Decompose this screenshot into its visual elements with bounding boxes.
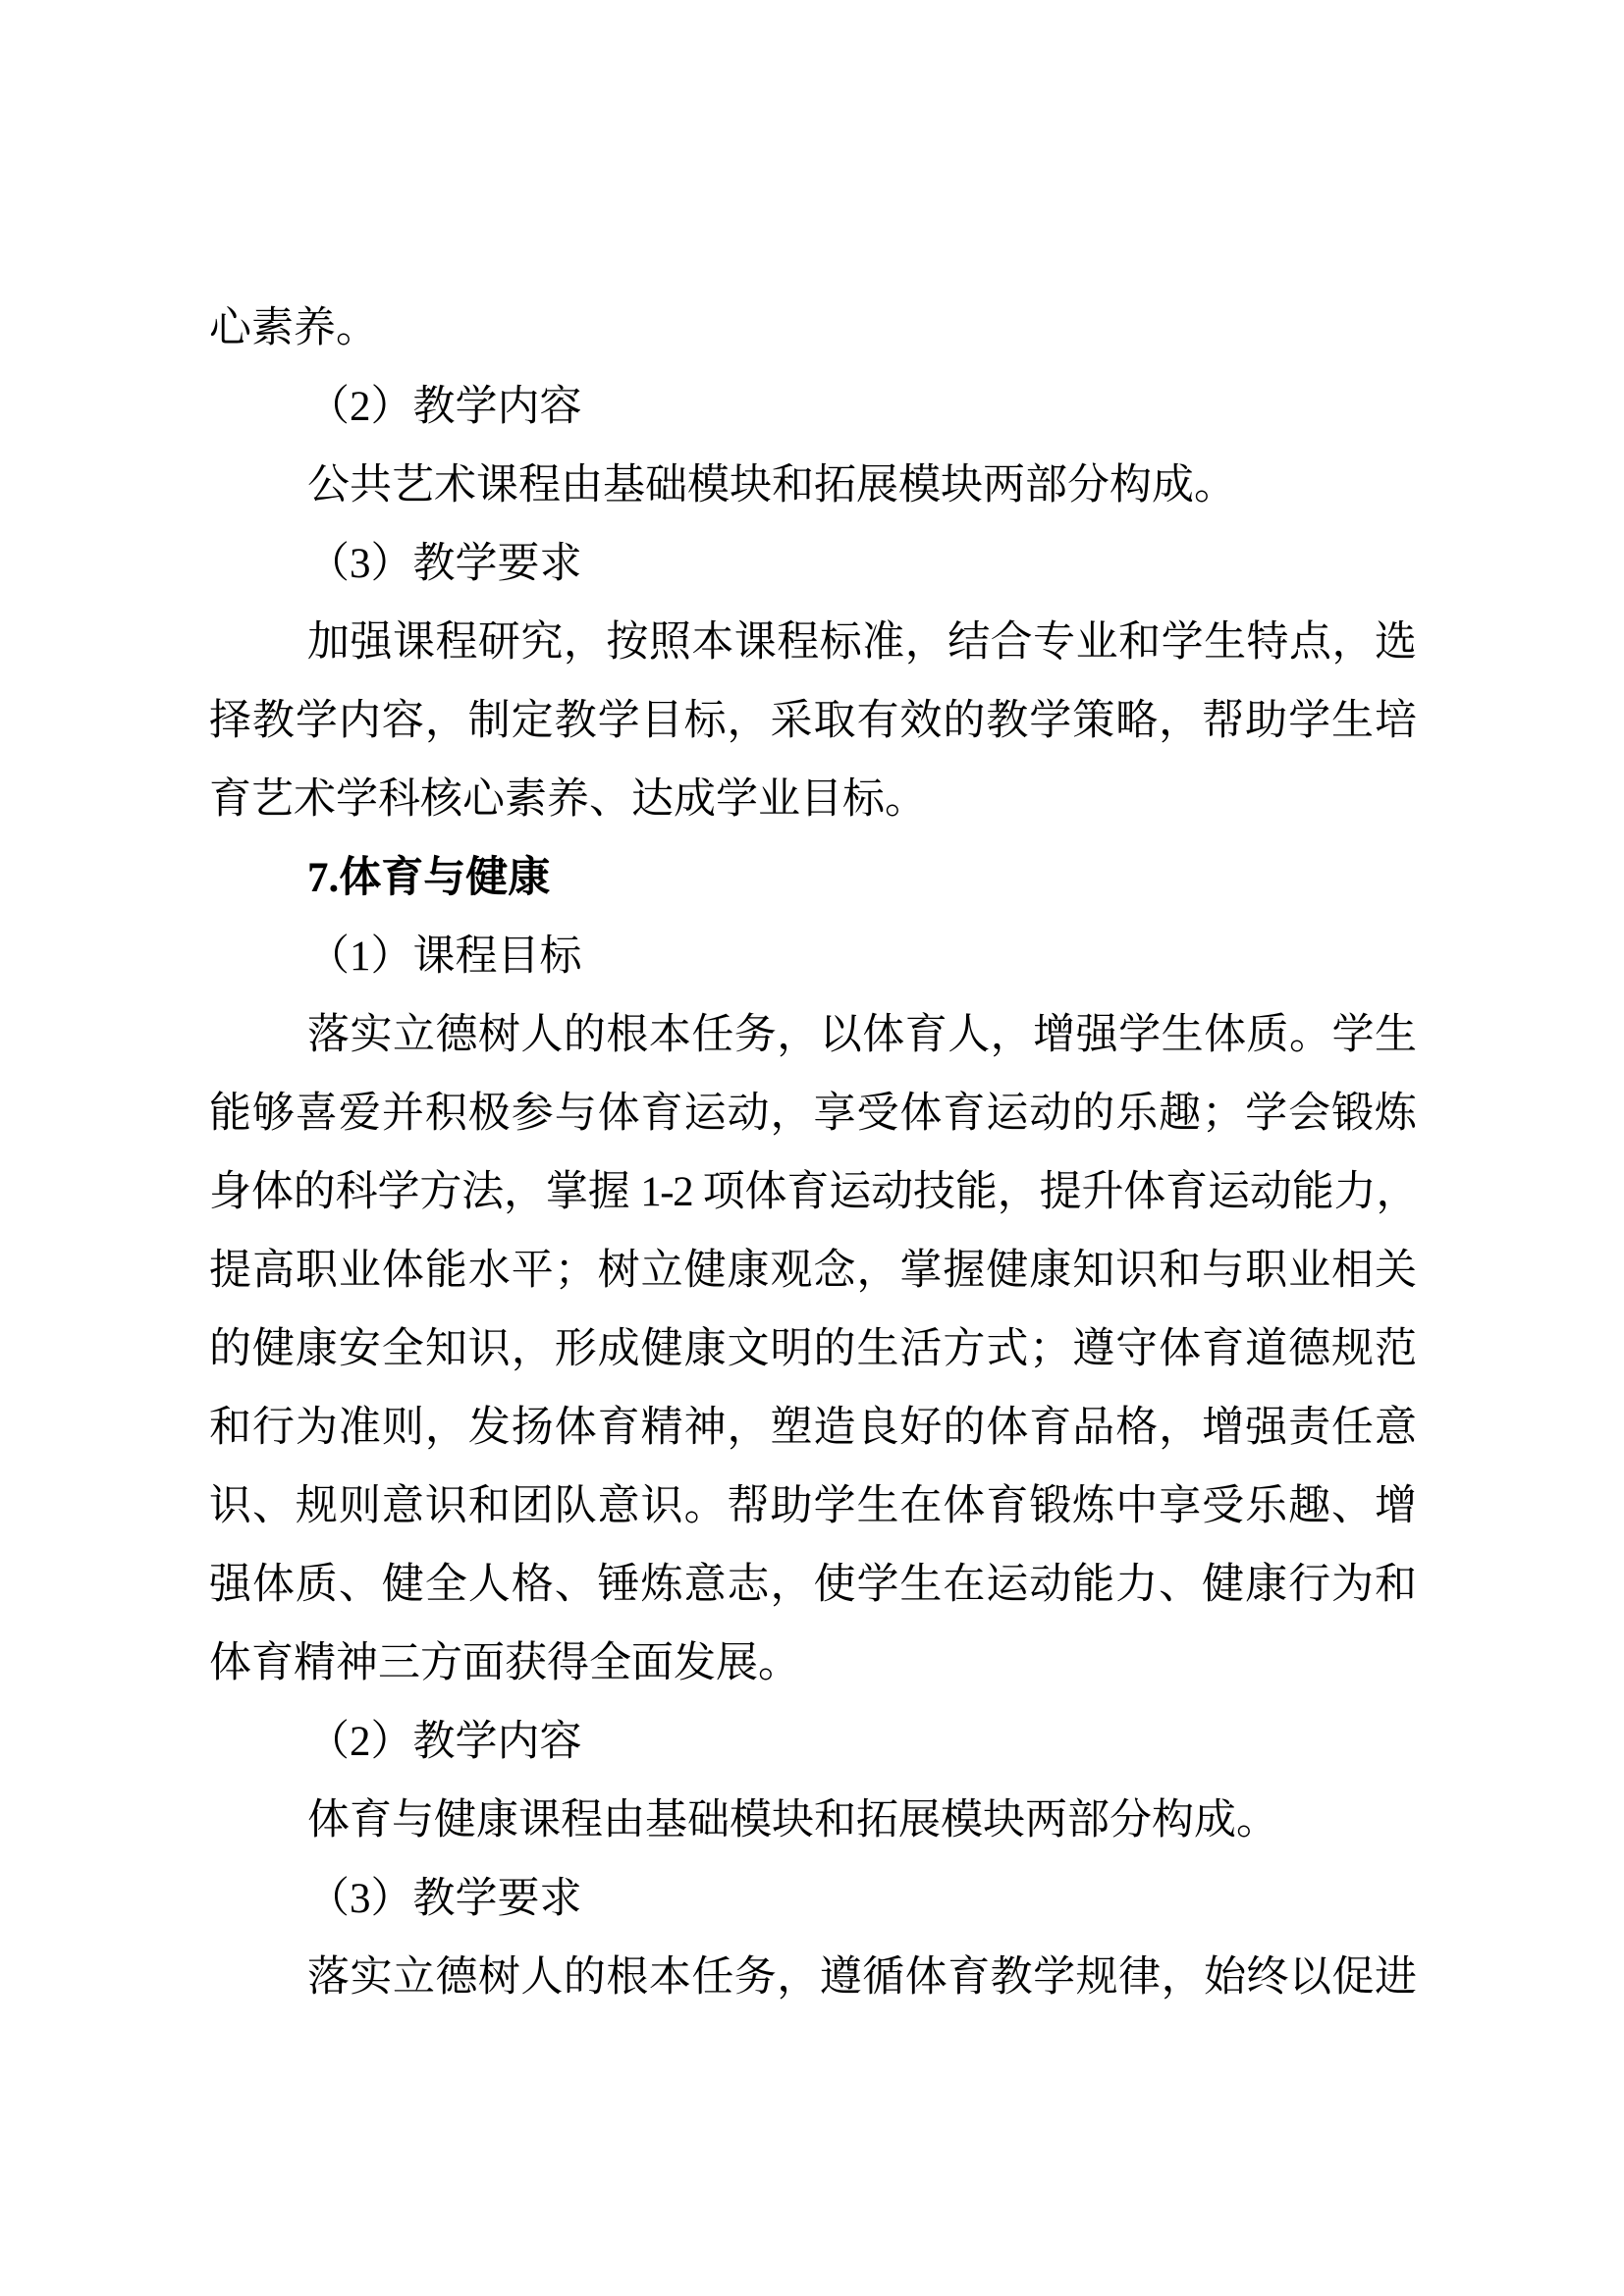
text-line: （3）教学要求: [307, 1876, 582, 1922]
text-line: 身体的科学方法，掌握 1-2 项体育运动技能，提升体育运动能力，: [209, 1169, 1417, 1215]
text-line: 识、规则意识和团队意识。帮助学生在体育锻炼中享受乐趣、增: [209, 1483, 1417, 1529]
text-line: （3）教学要求: [307, 541, 582, 587]
text-line: 育艺术学科核心素养、达成学业目标。: [209, 776, 927, 823]
text-line: 体育与健康课程由基础模块和拓展模块两部分构成。: [307, 1797, 1278, 1843]
text-line: 心素养。: [209, 305, 378, 351]
text-line: 加强课程研究，按照本课程标准，结合专业和学生特点，选: [307, 619, 1417, 666]
text-line: 的健康安全知识，形成健康文明的生活方式；遵守体育道德规范: [209, 1326, 1417, 1372]
text-line: 体育精神三方面获得全面发展。: [209, 1640, 800, 1686]
text-line: 提高职业体能水平；树立健康观念，掌握健康知识和与职业相关: [209, 1248, 1417, 1294]
text-line: 择教学内容，制定教学目标，采取有效的教学策略，帮助学生培: [209, 698, 1417, 744]
text-block: [209, 290, 1417, 2017]
text-line: 和行为准则，发扬体育精神，塑造良好的体育品格，增强责任意: [209, 1405, 1417, 1451]
text-line: （1）课程目标: [307, 934, 582, 980]
text-line: （2）教学内容: [307, 1719, 582, 1765]
text-line: 公共艺术课程由基础模块和拓展模块两部分构成。: [307, 462, 1236, 508]
text-line: 能够喜爱并积极参与体育运动，享受体育运动的乐趣；学会锻炼: [209, 1091, 1417, 1137]
text-line: （2）教学内容: [307, 384, 582, 430]
text-line: 落实立德树人的根本任务，以体育人，增强学生体质。学生: [307, 1012, 1417, 1058]
section-heading: 7.体育与健康: [307, 855, 551, 901]
text-line: 落实立德树人的根本任务，遵循体育教学规律，始终以促进: [307, 1954, 1417, 2001]
text-line: 强体质、健全人格、锤炼意志，使学生在运动能力、健康行为和: [209, 1562, 1417, 1608]
